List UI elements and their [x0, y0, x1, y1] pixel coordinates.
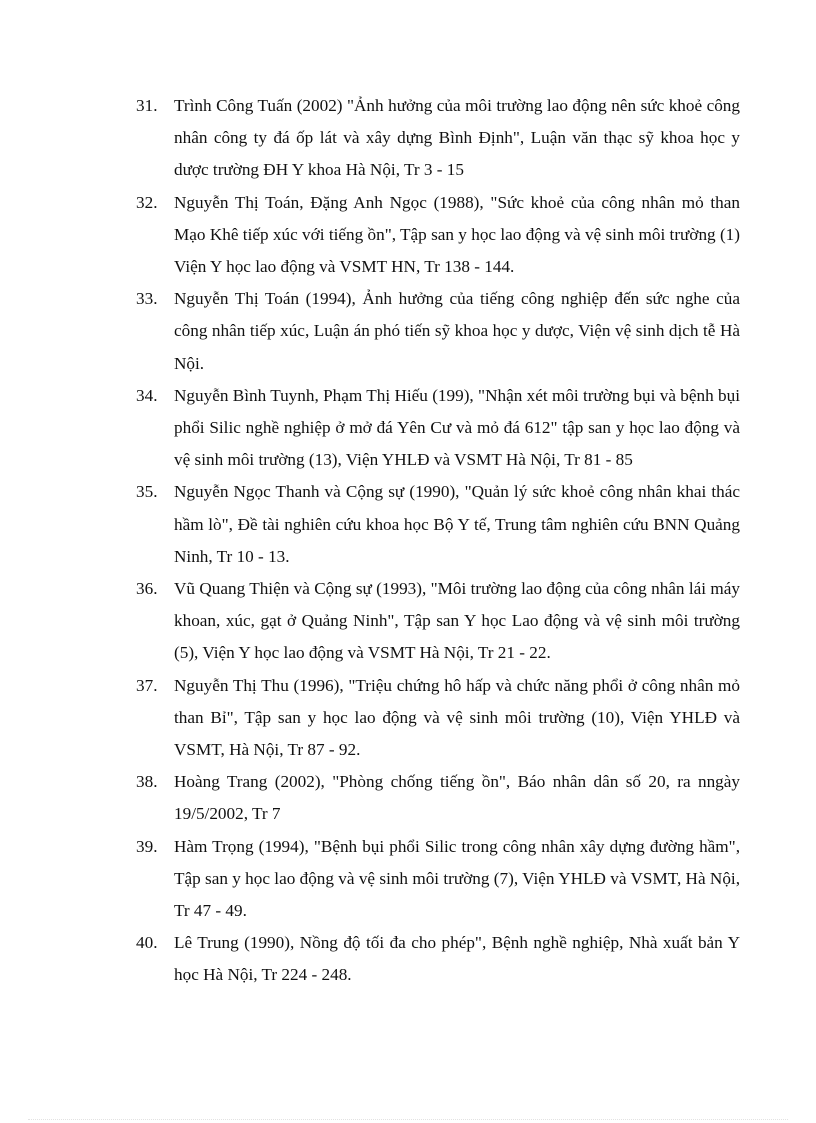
- reference-number: 31.: [136, 96, 158, 115]
- reference-number: 39.: [136, 836, 158, 856]
- reference-text: Nguyễn Ngọc Thanh và Cộng sự (1990), "Quản lý sức khoẻ công nhân khai thác hầm lò", Đề tài nghiên cứu khoa học Bộ Y tế, Trung tâm nghiên cứu BNN Quảng Ninh, Tr 10 - 13.: [174, 482, 740, 566]
- reference-item: [136, 380, 740, 477]
- reference-item: [136, 766, 740, 830]
- reference-text: Lê Trung (1990), Nồng độ tối đa cho phép", Bệnh nghề nghiệp, Nhà xuất bản Y học Hà Nội, Tr 224 - 248.: [174, 933, 740, 985]
- reference-number: 36.: [136, 579, 158, 599]
- reference-number: 34.: [136, 385, 158, 405]
- reference-item: [136, 283, 740, 380]
- reference-text: Nguyễn Thị Thu (1996), "Triệu chứng hô hấp và chức năng phổi ở công nhân mỏ than Bỉ", Tập san y học lao động và vệ sinh môi trường (10), Viện YHLĐ và VSMT, Hà Nội, Tr 87 - 92.: [174, 675, 740, 760]
- reference-item: [136, 476, 740, 573]
- reference-number: 37.: [136, 675, 158, 695]
- reference-text: Hàm Trọng (1994), "Bệnh bụi phổi Silic trong công nhân xây dựng đường hầm", Tập san y học lao động và vệ sinh môi trường (7), Viện YHLĐ và VSMT, Hà Nội, Tr 47 - 49.: [174, 836, 740, 921]
- reference-item: [136, 670, 740, 767]
- reference-item: [136, 90, 740, 187]
- reference-number: 38.: [136, 772, 158, 792]
- reference-item: [136, 927, 740, 991]
- reference-number: 40.: [136, 933, 158, 953]
- reference-text: Nguyễn Bình Tuynh, Phạm Thị Hiếu (199), "Nhận xét môi trường bụi và bệnh bụi phổi Silic nghề nghiệp ở mở đá Yên Cư và mỏ đá 612" tập san y học lao động và vệ sinh môi trường (13), Viện YHLĐ và VSMT Hà Nội, Tr 81 - 85: [174, 385, 740, 470]
- reference-number: 32.: [136, 192, 158, 212]
- reference-text: Nguyễn Thị Toán, Đặng Anh Ngọc (1988), "Sức khoẻ của công nhân mỏ than Mạo Khê tiếp xúc với tiếng ồn", Tập san y học lao động và vệ sinh môi trường (1) Viện Y học lao động và VSMT HN, Tr 138 - 144.: [174, 192, 740, 277]
- reference-text: Vũ Quang Thiện và Cộng sự (1993), "Môi trường lao động của công nhân lái máy khoan, xúc, gạt ở Quảng Ninh", Tập san Y học Lao động và vệ sinh môi trường (5), Viện Y học lao động và VSMT Hà Nội, Tr 21 - 22.: [174, 579, 740, 663]
- page-bottom-divider: [28, 1119, 788, 1120]
- reference-number: 33.: [136, 289, 158, 309]
- reference-list: [136, 90, 740, 992]
- reference-text: Hoàng Trang (2002), "Phòng chống tiếng ồn", Báo nhân dân số 20, ra nngày 19/5/2002, Tr 7: [174, 772, 740, 824]
- reference-item: [136, 573, 740, 670]
- reference-text: Nguyễn Thị Toán (1994), Ảnh hưởng của tiếng công nghiệp đến sức nghe của công nhân tiếp xúc, Luận án phó tiến sỹ khoa học y dược, Viện vệ sinh dịch tễ Hà Nội.: [174, 289, 740, 373]
- reference-text: Trình Công Tuấn (2002) "Ảnh hưởng của môi trường lao động nên sức khoẻ công nhân công ty đá ốp lát và xây dựng Bình Định", Luận văn thạc sỹ khoa học y dược trường ĐH Y khoa Hà Nội, Tr 3 - 15: [174, 96, 740, 180]
- reference-item: [136, 187, 740, 284]
- reference-number: 35.: [136, 482, 158, 502]
- reference-item: [136, 831, 740, 928]
